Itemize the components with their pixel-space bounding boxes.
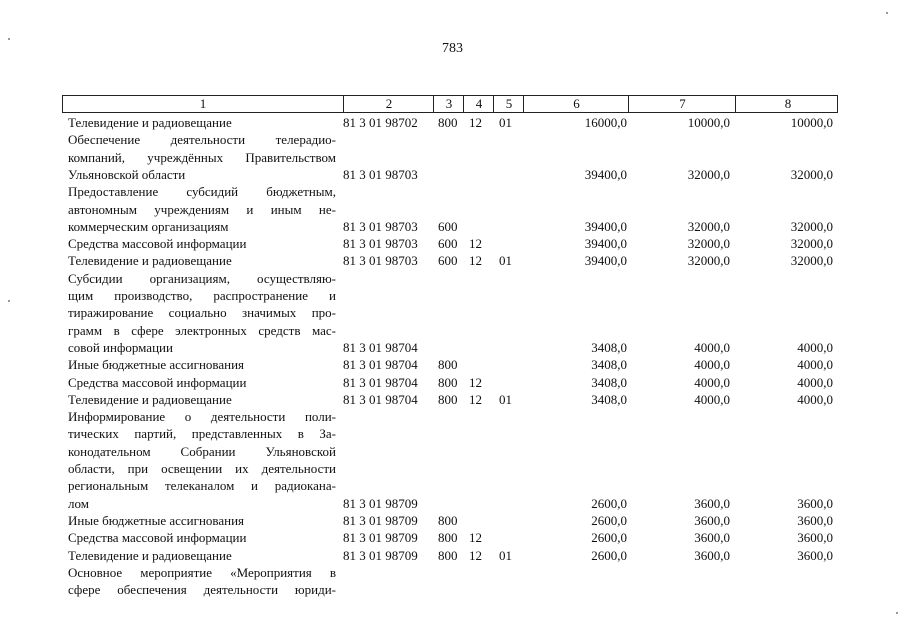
amount-col-7: 32000,0: [687, 218, 730, 234]
amount-col-6: 2600,0: [591, 530, 627, 546]
table-row: [0, 529, 905, 546]
amount-col-6: 39400,0: [584, 166, 627, 182]
amount-col-6: 3408,0: [591, 391, 627, 407]
table-row: [0, 581, 905, 598]
item-name: области, при освещении их деятельности: [68, 461, 336, 476]
amount-col-6: 39400,0: [584, 253, 627, 269]
amount-col-6: 3408,0: [591, 357, 627, 373]
expense-type-code: 600: [438, 253, 458, 269]
amount-col-7: 32000,0: [687, 236, 730, 252]
expense-type-code: 800: [438, 374, 458, 390]
amount-col-7: 3600,0: [694, 495, 730, 511]
table-row: [0, 512, 905, 529]
header-col-7: 7: [628, 96, 736, 112]
amount-col-8: 3600,0: [797, 547, 833, 563]
item-name: автономным учреждениям и иным не-: [68, 201, 336, 217]
page-number: 783: [442, 41, 463, 56]
section-code: 12: [469, 374, 482, 390]
target-article-code: 81 3 01 98702: [343, 115, 418, 130]
table-row: [0, 547, 905, 564]
amount-col-7: 4000,0: [694, 374, 730, 390]
target-article-code: 81 3 01 98703: [343, 253, 418, 269]
subsection-code: 01: [499, 253, 512, 269]
amount-col-7: 3600,0: [694, 547, 730, 563]
target-article-code: 81 3 01 98704: [343, 357, 418, 373]
item-name: Предоставление субсидий бюджетным,: [68, 184, 336, 200]
amount-col-6: 39400,0: [584, 236, 627, 252]
item-name: тических партий, представленных в За-: [68, 426, 336, 442]
target-article-code: 81 3 01 98703: [343, 166, 418, 182]
amount-col-8: 4000,0: [797, 357, 833, 373]
amount-col-8: 32000,0: [790, 253, 833, 269]
item-name: коммерческим организациям: [68, 218, 229, 234]
item-name: конодательном Собрании Ульяновской: [68, 443, 336, 459]
scan-speck: [8, 38, 10, 40]
amount-col-8: 32000,0: [790, 236, 833, 252]
table-row: [0, 477, 905, 494]
expense-type-code: 600: [438, 236, 458, 252]
table-row: [0, 149, 905, 166]
item-name: Субсидии организациям, осуществляю-: [68, 270, 336, 286]
table-row: [0, 374, 905, 391]
table-row: [0, 564, 905, 581]
item-name: Обеспечение деятельности телерадио-: [68, 132, 336, 148]
scan-speck: [8, 300, 10, 302]
amount-col-7: 32000,0: [687, 253, 730, 269]
amount-col-7: 3600,0: [694, 530, 730, 546]
item-name: Средства массовой информации: [68, 374, 247, 390]
section-code: 12: [469, 391, 482, 407]
table-row: [0, 391, 905, 408]
amount-col-6: 16000,0: [584, 115, 627, 130]
target-article-code: 81 3 01 98709: [343, 547, 418, 563]
table-row: [0, 270, 905, 287]
amount-col-8: 10000,0: [790, 115, 833, 130]
amount-col-8: 3600,0: [797, 530, 833, 546]
item-name: Иные бюджетные ассигнования: [68, 512, 245, 528]
amount-col-8: 32000,0: [790, 166, 833, 182]
expense-type-code: 800: [438, 530, 458, 546]
expense-type-code: 800: [438, 115, 458, 130]
item-name: Средства массовой информации: [68, 236, 247, 252]
item-name: компаний, учреждённых Правительством: [68, 149, 336, 165]
table-row: [0, 460, 905, 477]
item-name: лом: [68, 495, 89, 511]
amount-col-7: 3600,0: [694, 512, 730, 528]
table-row: [0, 201, 905, 218]
item-name: Средства массовой информации: [68, 530, 247, 546]
expense-type-code: 800: [438, 391, 458, 407]
scan-speck: [896, 612, 898, 614]
table-row: [0, 114, 905, 131]
item-name: совой информации: [68, 339, 173, 355]
header-col-3: 3: [433, 96, 464, 112]
subsection-code: 01: [499, 391, 512, 407]
table-row: [0, 218, 905, 235]
table-row: [0, 235, 905, 252]
header-col-5: 5: [493, 96, 524, 112]
table-row: [0, 252, 905, 269]
target-article-code: 81 3 01 98703: [343, 236, 418, 252]
item-name: региональным телеканалом и радиокана-: [68, 478, 336, 494]
table-row: [0, 166, 905, 183]
section-code: 12: [469, 547, 482, 563]
table-row: [0, 495, 905, 512]
header-col-4: 4: [463, 96, 494, 112]
amount-col-6: 39400,0: [584, 218, 627, 234]
amount-col-8: 4000,0: [797, 374, 833, 390]
target-article-code: 81 3 01 98709: [343, 530, 418, 546]
subsection-code: 01: [499, 547, 512, 563]
header-col-1: 1: [199, 96, 207, 111]
target-article-code: 81 3 01 98704: [343, 339, 418, 355]
table-row: [0, 339, 905, 356]
target-article-code: 81 3 01 98703: [343, 218, 418, 234]
amount-col-6: 3408,0: [591, 374, 627, 390]
header-col-8: 8: [735, 96, 840, 112]
item-name: Телевидение и радиовещание: [68, 391, 232, 407]
amount-col-7: 4000,0: [694, 339, 730, 355]
item-name: Телевидение и радиовещание: [68, 547, 232, 563]
amount-col-7: 10000,0: [687, 115, 730, 130]
item-name: сфере обеспечения деятельности юриди-: [68, 582, 336, 598]
expense-type-code: 800: [438, 512, 458, 528]
amount-col-6: 2600,0: [591, 512, 627, 528]
table-row: [0, 287, 905, 304]
subsection-code: 01: [499, 115, 512, 130]
amount-col-8: 4000,0: [797, 391, 833, 407]
scan-speck: [886, 12, 888, 14]
table-row: [0, 131, 905, 148]
target-article-code: 81 3 01 98704: [343, 391, 418, 407]
item-name: тиражирование социально значимых про-: [68, 305, 336, 321]
target-article-code: 81 3 01 98709: [343, 495, 418, 511]
table-row: [0, 425, 905, 442]
section-code: 12: [469, 530, 482, 546]
table-row: [0, 408, 905, 425]
table-row: [0, 304, 905, 321]
amount-col-7: 32000,0: [687, 166, 730, 182]
table-row: [0, 322, 905, 339]
section-code: 12: [469, 253, 482, 269]
item-name: грамм в сфере электронных средств мас-: [68, 322, 336, 338]
section-code: 12: [469, 236, 482, 252]
item-name: Телевидение и радиовещание: [68, 253, 232, 269]
expense-type-code: 800: [438, 547, 458, 563]
item-name: Ульяновской области: [68, 166, 186, 182]
item-name: Телевидение и радиовещание: [68, 115, 232, 130]
target-article-code: 81 3 01 98704: [343, 374, 418, 390]
table-row: [0, 183, 905, 200]
item-name: Основное мероприятие «Мероприятия в: [68, 564, 336, 580]
amount-col-8: 32000,0: [790, 218, 833, 234]
amount-col-6: 3408,0: [591, 339, 627, 355]
header-col-2: 2: [343, 96, 434, 112]
item-name: Информирование о деятельности поли-: [68, 409, 336, 425]
expense-type-code: 600: [438, 218, 458, 234]
amount-col-8: 3600,0: [797, 495, 833, 511]
header-col-6: 6: [523, 96, 629, 112]
amount-col-7: 4000,0: [694, 357, 730, 373]
target-article-code: 81 3 01 98709: [343, 512, 418, 528]
expense-type-code: 800: [438, 357, 458, 373]
amount-col-8: 4000,0: [797, 339, 833, 355]
amount-col-6: 2600,0: [591, 547, 627, 563]
amount-col-7: 4000,0: [694, 391, 730, 407]
table-header: [62, 95, 838, 113]
table-row: [0, 443, 905, 460]
section-code: 12: [469, 115, 482, 130]
item-name: щим производство, распространение и: [68, 288, 336, 303]
amount-col-6: 2600,0: [591, 495, 627, 511]
item-name: Иные бюджетные ассигнования: [68, 357, 245, 373]
table-row: [0, 356, 905, 373]
amount-col-8: 3600,0: [797, 512, 833, 528]
